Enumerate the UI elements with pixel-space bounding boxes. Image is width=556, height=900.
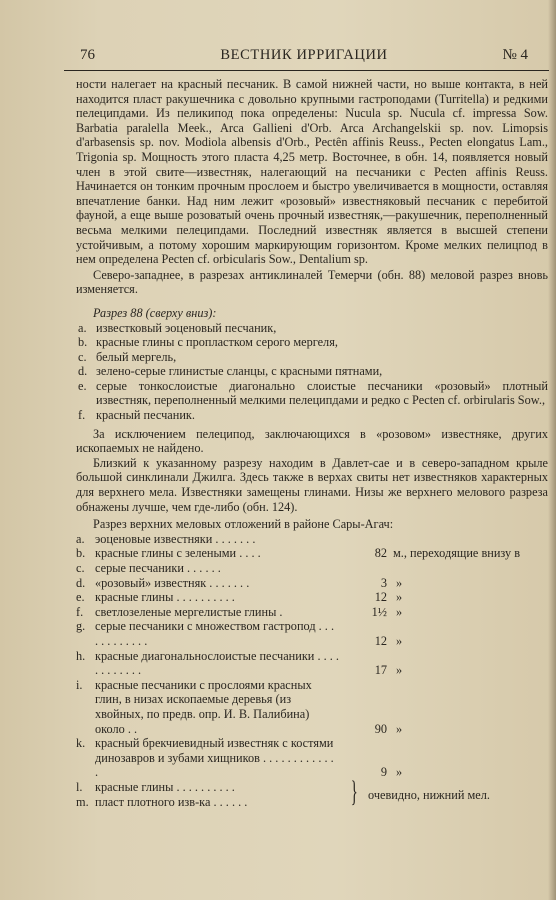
table-row: d. «розовый» известняк . . . . . . . 3 » (76, 575, 403, 590)
list-item: f. красный песчаник. (78, 408, 195, 423)
table-row: i. красные песчаники с прослоями красных глин, в низах ископаемые деревья (из хвойных, по предв. опр. И. В. Палибина) около . . 90 » (76, 677, 403, 736)
paragraph-4: Близкий к указанному разрезу находим в Давлет-сае и в северо-западном крыле большой синклинали Джилга. Здесь также в верхах свиты нет известняков характерных для верхнего мела. Известняки замещены глинами. Низы же верхнего мелового разреза обнажены лучше, чем где-либо (обн. 124). (76, 455, 548, 514)
section-sary-table (76, 532, 548, 809)
table-row: m. пласт плотного изв-ка . . . . . . } очевидно, нижний мел. (76, 774, 490, 809)
paragraph-3: За исключением пелеципод, заключающихся в «розовом» известняке, других ископаемых не найдено. (76, 426, 548, 456)
table-row: h. красные диагональнослоистые песчаники . . . . . . . . . . . . 17 » (76, 648, 403, 678)
section-sary-title: Разрез верхних меловых отложений в районе Сары-Агач: (93, 517, 394, 532)
list-item: c. белый мергель, (78, 349, 177, 364)
table-row: a. эоценовые известняки . . . . . . . (76, 531, 256, 546)
issue-number: № 4 (502, 47, 528, 63)
table-row: g. серые песчаники с множеством гастропод . . . . . . . . . . . . 12 » (76, 619, 403, 648)
table-row: k. красный брекчиевидный известняк с костями динозавров и зубами хищников . . . . . . . . . . . . . 9 » (76, 736, 403, 780)
table-row: b. красные глины с зелеными . . . . 82 м., переходящие внизу в (76, 546, 521, 561)
journal-title: ВЕСТНИК ИРРИГАЦИИ (220, 47, 388, 63)
list-item: b. красные глины с пропластком серого мергеля, (78, 335, 338, 350)
table-row: l. красные глины . . . . . . . . . . (76, 779, 235, 794)
table-row: c. серые песчаники . . . . . . (76, 561, 221, 575)
section-88-list (76, 321, 548, 423)
section-88-title: Разрез 88 (сверху вниз): (93, 305, 217, 320)
list-item: a. известковый эоценовый песчаник, (78, 320, 277, 335)
table-row: e. красные глины . . . . . . . . . . 12 » (76, 590, 403, 605)
paragraph-2: Северо-западнее, в разрезах антиклиналей Темерчи (обн. 88) меловой разрез вновь изменяется. (76, 267, 548, 297)
header-rule (64, 70, 549, 71)
list-item: e. серые тонкослоистые диагонально слоистые песчаники «розовый» плотный известняк, переполненный мелкими пелеципдами и редко с Pecten cf. orbirularis Sow., (78, 378, 548, 408)
page-edge (548, 0, 556, 900)
paragraph-1: ности налегает на красный песчаник. В самой нижней части, но выше контакта, в ней находится пласт ракушечника с довольно крупными гастроподами (Turritella) и редкими пелеципдами. Из пеликипод пока определены: Nucula sp. Nucula cf. impressa Sow. Barbatia paralella Meek., Arca Gallieni d'Orb. Arca Archangelskii sp. nov. Limopsis d'arbasensis sp. nov. Modiola albensis d'Orb., Pectên affinis Reuss., Pecten elongatus Lam., Trigonia sp. Мощность этого пласта 4,25 метр. Восточнее, в обн. 14, появляется новый член в этой свите—известняк, налегающий на песчаники с Pecten affinis Reuss. Начинается он тонким прочным прослоем и быстро увеличивается в мощности, оставляя впечатление банки. Над ним лежит «розовый» известняковый песчаник с перебитой фауной, а еще выше розоватый очень прочный известняк,—ракушечник, переполненный весьма мелкими пелеципдами. Последний известняк является в высшей степени устойчивым, а потому хорошим маркирующим горизонтом. Кроме мелких пелицпод в нем определена Pecten cf. orbicularis Sow., Dentalium sp. (76, 77, 548, 267)
body-text (76, 77, 548, 809)
right-brace: } (350, 774, 358, 808)
page-header (70, 47, 538, 69)
table-row: f. светлозеленые мергелистые глины . 1½ » (76, 604, 403, 619)
list-item: d. зелено-серые глинистые сланцы, с красными пятнами, (78, 364, 383, 379)
bottom-note: очевидно, нижний мел. (368, 787, 490, 802)
page-number: 76 (80, 47, 95, 63)
